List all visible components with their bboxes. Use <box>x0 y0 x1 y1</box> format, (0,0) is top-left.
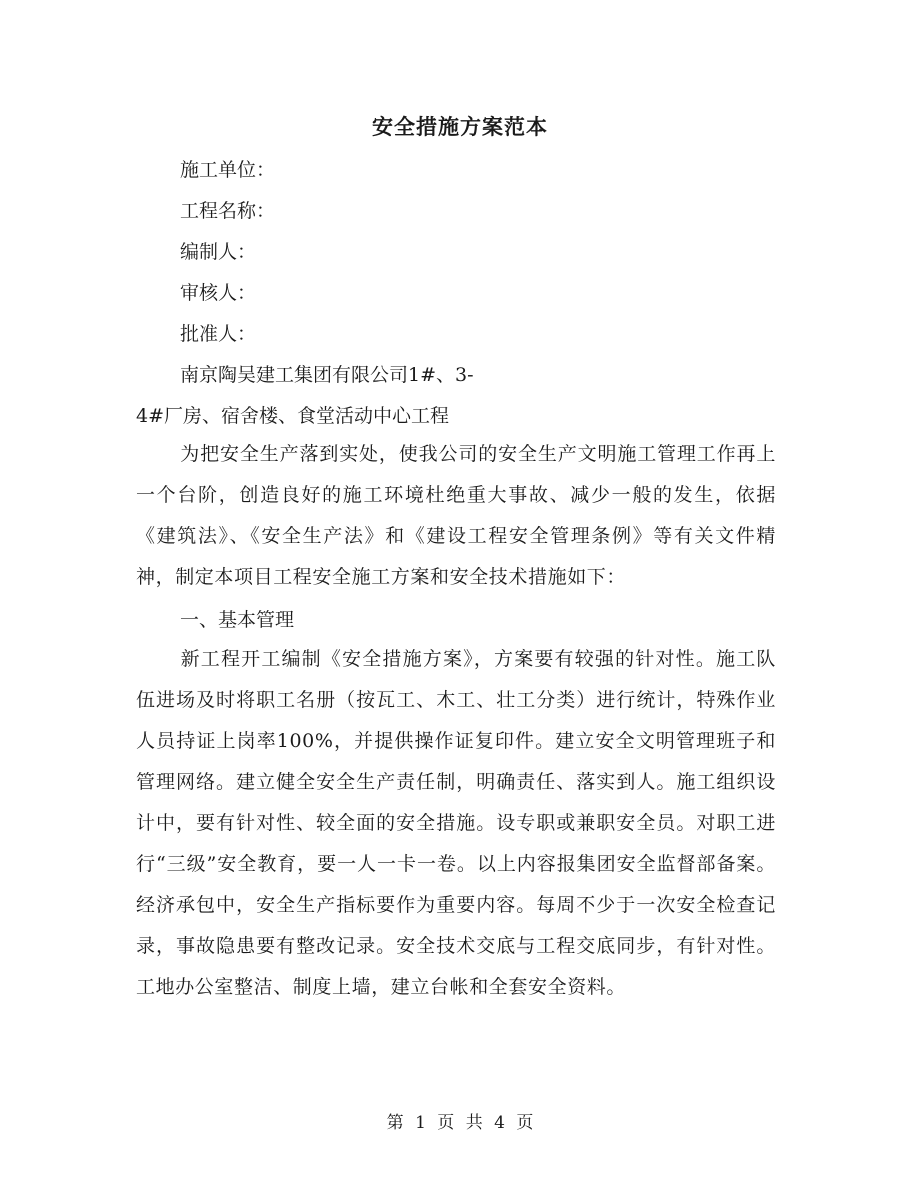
field-compiler: 编制人： <box>180 241 257 263</box>
section-heading-basic-management: 一、基本管理 <box>180 609 295 631</box>
page-indicator: 第 1 页 共 4 页 <box>386 1113 534 1133</box>
field-construction-unit: 施工单位： <box>180 159 276 181</box>
section1-paragraph <box>136 639 776 1008</box>
field-reviewer: 审核人： <box>180 282 257 304</box>
field-project-name: 工程名称： <box>180 200 276 222</box>
intro-paragraph <box>136 434 776 598</box>
section1-paragraph-text: 新工程开工编制《安全措施方案》，方案要有较强的针对性。施工队伍进场及时将职工名册（按瓦工、木工、壮工分类）进行统计，特殊作业人员持证上岗率100%，并提供操作证复印件。建立安全文明管理班子和管理网络。建立健全安全生产责任制，明确责任、落实到人。施工组织设计中，要有针对性、较全面的安全措施。设专职或兼职安全员。对职工进行“三级”安全教育，要一人一卡一卷。以上内容报集团安全监督部备案。经济承包中，安全生产指标要作为重要内容。每周不少于一次安全检查记录，事故隐患要有整改记录。安全技术交底与工程交底同步，有针对性。工地办公室整洁、制度上墙，建立台帐和全套安全资料。 <box>136 648 776 998</box>
project-line-1: 南京陶吴建工集团有限公司1#、3- <box>180 364 474 386</box>
project-line-2: 4#厂房、宿舍楼、食堂活动中心工程 <box>136 405 450 427</box>
field-approver: 批准人： <box>180 323 257 345</box>
intro-paragraph-text: 为把安全生产落到实处，使我公司的安全生产文明施工管理工作再上一个台阶，创造良好的施工环境杜绝重大事故、减少一般的发生，依据《建筑法》、《安全生产法》和《建设工程安全管理条例》等有关文件精神，制定本项目工程安全施工方案和安全技术措施如下： <box>136 443 776 588</box>
document-title: 安全措施方案范本 <box>372 114 548 139</box>
